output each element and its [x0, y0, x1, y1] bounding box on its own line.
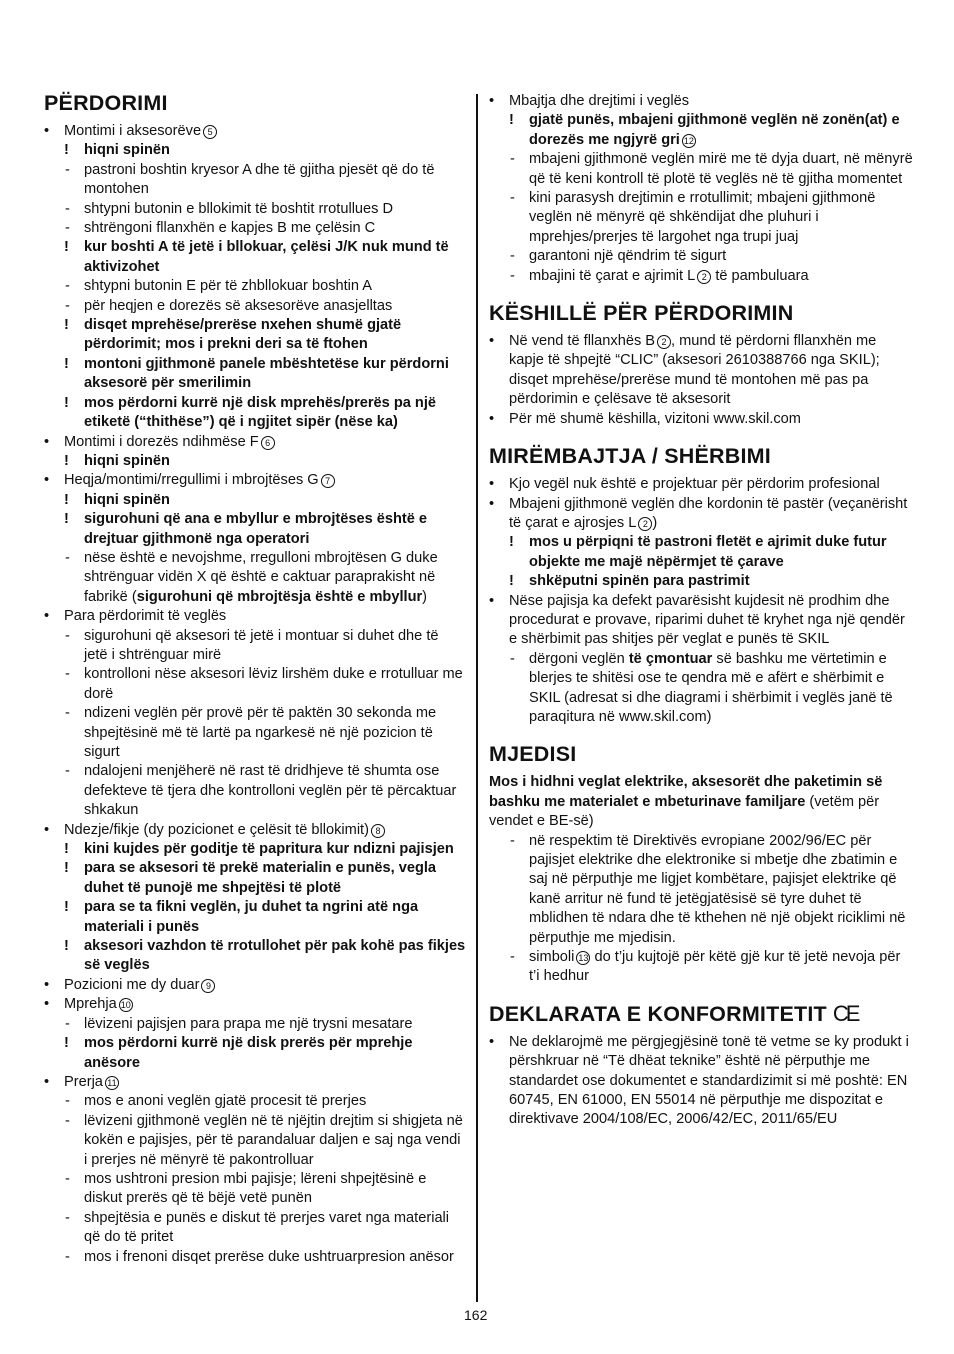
item-text: mos përdorni kurrë një disk prerës për mprehje anësore	[84, 1035, 413, 1071]
list-item	[489, 773, 913, 831]
list-item	[44, 1092, 466, 1111]
item-text: për heqjen e dorezës së aksesorëve anasjelltas	[84, 297, 393, 314]
section-heading	[489, 443, 913, 469]
item-text: dërgoni veglën	[529, 650, 629, 667]
figure-number-icon: 2	[697, 270, 711, 284]
section-heading-perdorimi: PËRDORIMI	[44, 91, 168, 115]
item-text: kini kujdes për goditje të papritura kur ndizni pajisjen	[84, 841, 454, 858]
list-item	[44, 122, 466, 141]
usage-list	[44, 122, 466, 1267]
list-item	[44, 665, 466, 704]
item-tail-text: të pambuluara	[711, 267, 809, 284]
list-item	[489, 150, 913, 189]
right-column	[489, 92, 913, 1130]
item-text: në respektim të Direktivës evropiane 2002/96/EC për pajisjet elektrike dhe elektronike si mbetje dhe zbatimin e saj në përputhje me ligjet kombëtare, pajisjet elektrike që kanë arritur në fund të jetëgjatësisë së tyre duhet të mblidhen të ndara dhe të kthehen në një objekt riciklimi në përputhje me mjedisin.	[529, 832, 906, 946]
item-tail-text: )	[652, 514, 658, 531]
list-item	[44, 937, 466, 976]
item-text: mos e anoni veglën gjatë procesit të prerjes	[84, 1093, 367, 1110]
list-item	[44, 821, 466, 840]
figure-number-icon: 2	[638, 517, 652, 531]
list-item	[489, 247, 913, 266]
list-item	[44, 1170, 466, 1209]
list-item	[489, 189, 913, 247]
item-text: Për më shumë këshilla, vizitoni www.skil.com	[509, 410, 801, 427]
item-text: Heqja/montimi/rregullimi i mbrojtëses G	[64, 472, 319, 489]
figure-number-icon: 13	[578, 953, 589, 964]
list-item	[489, 332, 913, 410]
list-item	[44, 433, 466, 452]
list-item	[44, 1248, 466, 1267]
item-text: pastroni boshtin kryesor A dhe të gjitha pjesët që do të montohen	[84, 161, 435, 198]
item-text: montoni gjithmonë panele mbështetëse kur përdorni aksesorë për smerilimin	[84, 355, 449, 392]
list-item	[44, 471, 466, 490]
item-plain-text: (vetëm për vendet e BE-së)	[489, 793, 880, 830]
list-item	[44, 898, 466, 937]
item-text: nëse është e nevojshme, rregulloni mbrojtësen G duke shtrënguar vidën X që është e caktuar paraprakisht në fabrikë (	[84, 549, 438, 605]
list-item	[489, 267, 913, 286]
item-bold-text: të çmontuar	[628, 650, 713, 667]
figure-number-icon: 8	[371, 824, 385, 838]
item-text: mos ushtroni presion mbi pajisje; lëreni shpejtësinë e diskut prerës që të bëjë vetë punën	[84, 1170, 427, 1207]
figure-number-icon: 7	[321, 474, 335, 488]
column-divider	[476, 94, 478, 1302]
list-item	[44, 219, 466, 238]
item-text: mbajeni gjithmonë veglën mirë me të dyja duart, në mënyrë që të keni kontroll të plotë të veglës në të gjitha momentet	[529, 151, 913, 187]
item-text: Montimi i aksesorëve	[64, 123, 202, 139]
list-item	[489, 111, 913, 150]
item-text: shtypni butonin E për të zhbllokuar boshtin A	[84, 278, 373, 295]
list-item	[44, 141, 466, 160]
item-text: Mbajeni gjithmonë veglën dhe kordonin të pastër (veçanërisht të çarat e ajrosjes L	[509, 495, 908, 531]
list-item	[44, 840, 466, 859]
item-text: lëvizeni gjithmonë veglën në të njëjtin drejtim si shigjeta në kokën e pajisjes, për të parandaluar daljen e saj nga vendi i prerjes në mënyrë të pakontrolluar	[84, 1112, 463, 1168]
list-item	[489, 948, 913, 987]
item-tail-text: , mund të përdorni fllanxhën me kapje të shpejtë “CLIC” (aksesori 2610388766 nga SKIL); disqet mprehëse/prerëse mund të montohen më pas pa përdorimin e çelësave të aksesorit	[509, 333, 880, 408]
list-item	[489, 572, 913, 591]
item-text: ndalojeni menjëherë në rast të dridhjeve të shumta ose defekteve të tjera dhe kontrolloni veglën për të përcaktuar shkakun	[84, 763, 457, 819]
list-item	[44, 627, 466, 666]
list-item	[489, 92, 913, 111]
item-text: garantoni një qëndrim të sigurt	[529, 248, 727, 265]
section-heading-text: DEKLARATA E KONFORMITETIT	[489, 1001, 827, 1026]
list-item	[44, 762, 466, 820]
list-item	[44, 1073, 466, 1092]
section-list	[489, 475, 913, 727]
list-item	[44, 549, 466, 607]
list-item	[44, 200, 466, 219]
list-item	[44, 452, 466, 471]
item-text: Prerja	[64, 1073, 103, 1090]
item-text: Mos i hidhni veglat elektrike, aksesorët dhe paketimin së bashku me materialet e mbeturinave familjare	[489, 774, 883, 810]
list-item	[44, 704, 466, 762]
list-item	[44, 355, 466, 394]
list-item	[44, 1015, 466, 1034]
item-text: hiqni spinën	[84, 142, 170, 159]
section-heading	[489, 300, 913, 326]
list-item	[489, 495, 913, 534]
list-item	[44, 1034, 466, 1073]
item-text: aksesori vazhdon të rrotullohet për pak kohë pas fikjes së veglës	[84, 938, 466, 974]
item-text: Mbajtja dhe drejtimi i veglës	[509, 93, 690, 109]
section-list	[489, 332, 913, 429]
list-item	[489, 592, 913, 650]
figure-number-icon: 10	[120, 1000, 131, 1011]
item-text: shkëputni spinën para pastrimit	[529, 573, 750, 590]
figure-number-icon: 5	[203, 125, 217, 139]
item-text: Ne deklarojmë me përgjegjësinë tonë të vetme se ky produkt i përshkruar në “Të dhëat teknike” është në përputhje me standardet ose dokumentet e standardizimit si më poshtë: EN 60745, EN 61000, EN 55014 në përputhje me dispozitat e direktivave 2004/108/EC, 2006/42/EC, 2011/65/EU	[509, 1033, 909, 1128]
item-text: Pozicioni me dy duar	[64, 976, 200, 993]
section-heading-text: KËSHILLË PËR PËRDORIMIN	[489, 301, 794, 326]
list-item	[44, 510, 466, 549]
item-text: para se ta fikni veglën, ju duhet ta ngrini atë nga materiali i punës	[84, 899, 419, 935]
item-tail-text: së bashku me vërtetimin e blerjes te shitësi ose te qendra më e afërt e shërbimit e SKIL (adresat si dhe diagrami i shërbimit i veglës janë të paraqitura në www.skil.com)	[529, 650, 893, 725]
item-text: Nëse pajisja ka defekt pavarësisht kujdesit në prodhim dhe procedurat e provave, riparimi duhet të kryhet nga një qendër e shërbimit pas shitjes për veglat e punës të SKIL	[509, 592, 905, 648]
section-list	[489, 773, 913, 986]
item-text: Mprehja	[64, 996, 117, 1013]
item-text: mos i frenoni disqet prerëse duke ushtruarpresion anësor	[84, 1248, 454, 1265]
item-text: shpejtësia e punës e diskut të prerjes varet nga materiali që do të pritet	[84, 1209, 450, 1246]
list-item	[44, 316, 466, 355]
list-item	[489, 1033, 913, 1130]
item-text: gjatë punës, mbajeni gjithmonë veglën në zonën(at) e dorezës me ngjyrë gri	[529, 112, 900, 148]
item-text: Ndezje/fikje (dy pozicionet e çelësit të bllokimit)	[64, 821, 369, 838]
item-text: shtrëngoni fllanxhën e kapjes B me çelësin C	[84, 220, 376, 237]
item-text: sigurohuni që aksesori të jetë i montuar si duhet dhe të jetë i shtrënguar mirë	[84, 627, 439, 663]
item-text: Kjo vegël nuk është e projektuar për përdorim profesional	[509, 476, 880, 493]
list-item	[489, 410, 913, 429]
item-text: lëvizeni pajisjen para prapa me një trysni mesatare	[84, 1015, 413, 1032]
list-item	[44, 297, 466, 316]
ce-mark-icon: CE	[832, 1000, 858, 1026]
item-text: kontrolloni nëse aksesori lëviz lirshëm duke e rrotulluar me dorë	[84, 666, 463, 702]
item-text: ndizeni veglën për provë për të paktën 30 sekonda me shpejtësinë më të lartë pa ngarkesë në një pozicion të sigurt	[84, 705, 437, 760]
item-text: Montimi i dorezës ndihmëse F	[64, 433, 259, 450]
item-text: mos u përpiqni të pastroni fletët e ajrimit duke futur objekte me majë nëpërmjet të çarave	[529, 534, 887, 570]
section-heading	[489, 1001, 913, 1027]
list-item	[44, 491, 466, 510]
item-text: hiqni spinën	[84, 491, 170, 508]
item-text: mbajini të çarat e ajrimit L	[529, 267, 696, 284]
item-text: kini parasysh drejtimin e rrotullimit; mbajeni gjithmonë veglën në mënyrë që shkëndijat dhe pluhuri i mprehjes/prerjes të largohet nga trupi juaj	[529, 190, 876, 245]
list-item	[44, 1112, 466, 1170]
item-tail-text: do t’ju kujtojë për këtë gjë kur të jetë nevoja për t’i hedhur	[529, 949, 901, 985]
list-item	[44, 161, 466, 200]
figure-number-icon: 6	[261, 436, 275, 450]
figure-number-icon: 11	[105, 1076, 119, 1090]
item-text: sigurohuni që ana e mbyllur e mbrojtëses është e drejtuar gjithmonë nga operatori	[84, 511, 428, 547]
list-item	[489, 832, 913, 948]
item-bold-text: sigurohuni që mbrojtësja është e mbyllur	[136, 588, 423, 605]
figure-number-icon: 2	[657, 335, 671, 349]
item-text: disqet mprehëse/prerëse nxehen shumë gjatë përdorimit; mos i prekni deri sa të ftohen	[84, 317, 402, 353]
list-item	[44, 1209, 466, 1248]
list-item	[44, 995, 466, 1014]
section-heading	[489, 741, 913, 767]
section-heading-text: MJEDISI	[489, 742, 577, 767]
figure-number-icon: 9	[201, 979, 215, 993]
item-text: simboli	[529, 949, 575, 966]
left-column	[44, 90, 466, 1267]
section-list	[489, 1033, 913, 1130]
item-text: kur boshti A të jetë i bllokuar, çelësi J/K nuk mund të aktivizohet	[84, 239, 449, 275]
list-item	[489, 475, 913, 494]
list-item	[44, 607, 466, 626]
list-item	[44, 394, 466, 433]
item-text: Para përdorimit të veglës	[64, 608, 227, 625]
item-text: Në vend të fllanxhës B	[509, 333, 656, 350]
page-number: 162	[464, 1307, 488, 1323]
section-list	[489, 92, 913, 286]
list-item	[489, 650, 913, 728]
section-heading-text: MIRËMBAJTJA / SHËRBIMI	[489, 444, 771, 469]
item-text: mos përdorni kurrë një disk mprehës/prerës pa një etiketë (“thithëse”) që i ngjitet sipër (nëse ka)	[84, 394, 436, 431]
list-item	[489, 533, 913, 572]
figure-number-icon: 12	[683, 135, 694, 146]
list-item	[44, 859, 466, 898]
list-item	[44, 976, 466, 995]
item-text: shtypni butonin e bllokimit të boshtit rrotullues D	[84, 200, 394, 217]
item-text: hiqni spinën	[84, 452, 170, 469]
item-tail-text: )	[422, 588, 428, 605]
list-item	[44, 277, 466, 296]
list-item	[44, 238, 466, 277]
item-text: para se aksesori të prekë materialin e punës, vegla duhet të punojë me shpejtësi të plotë	[84, 860, 437, 896]
